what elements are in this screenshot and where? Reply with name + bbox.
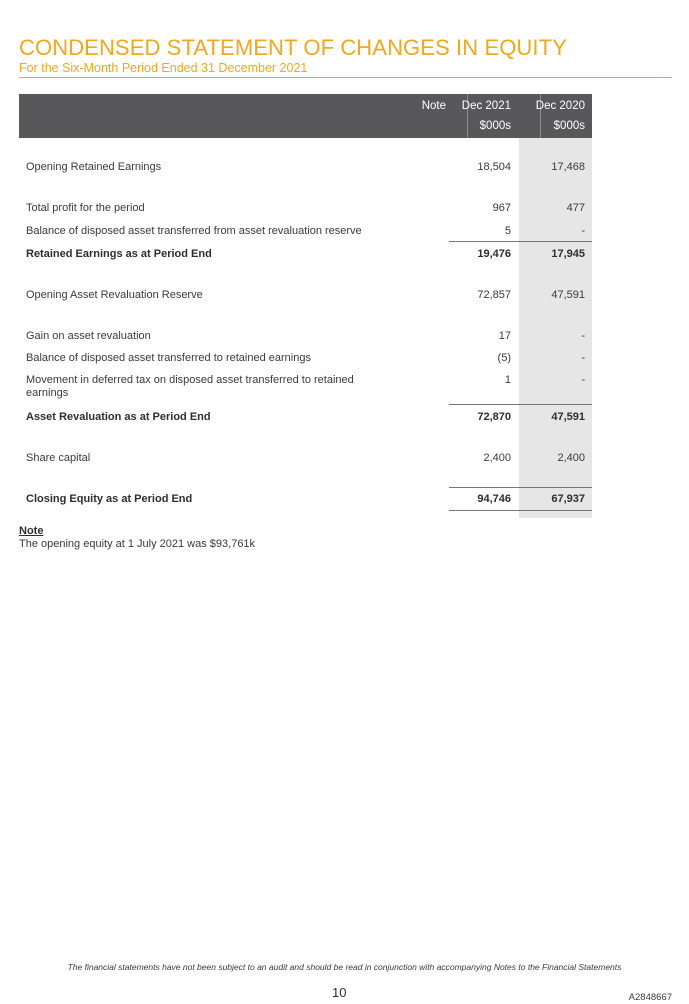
value-dec-2021: 5 — [504, 225, 511, 237]
column-header-dec-2021-unit: $000s — [479, 120, 511, 132]
value-dec-2021: 18,504 — [477, 161, 511, 173]
value-dec-2020: 47,591 — [551, 289, 585, 301]
column-header-dec-2021: Dec 2021 — [461, 100, 511, 112]
page-number: 10 — [332, 985, 347, 1000]
note-text: The opening equity at 1 July 2021 was $93,761k — [19, 538, 256, 550]
equity-table — [19, 94, 592, 518]
value-dec-2020: - — [581, 225, 585, 237]
total-rule — [519, 487, 592, 488]
subtotal-rule — [519, 241, 592, 242]
row-label: Asset Revaluation as at Period End — [26, 411, 211, 423]
row-label: Balance of disposed asset transferred to retained earnings — [26, 352, 311, 364]
row-label: Total profit for the period — [26, 202, 145, 214]
table-body — [19, 138, 592, 518]
document-id: A2848667 — [628, 992, 672, 1003]
row-label: Opening Asset Revaluation Reserve — [26, 289, 203, 301]
footer-disclaimer: The financial statements have not been subject to an audit and should be read in conjunction with accompanying Notes to the Financial Statements — [67, 962, 622, 972]
page-subtitle: For the Six-Month Period Ended 31 December 2021 — [19, 61, 308, 75]
column-header-dec-2020: Dec 2020 — [535, 100, 585, 112]
row-label: Gain on asset revaluation — [26, 330, 151, 342]
value-dec-2021: 94,746 — [477, 493, 511, 505]
value-dec-2020: 477 — [566, 202, 585, 214]
subtotal-rule — [449, 241, 519, 242]
value-dec-2020: 17,945 — [551, 248, 585, 260]
page-title: CONDENSED STATEMENT OF CHANGES IN EQUITY — [19, 35, 567, 60]
column-header-note: Note — [421, 100, 446, 112]
value-dec-2021: 19,476 — [477, 248, 511, 260]
subtotal-rule — [519, 404, 592, 405]
value-dec-2021: 967 — [492, 202, 511, 214]
value-dec-2020: - — [581, 330, 585, 342]
value-dec-2020: 2,400 — [557, 452, 585, 464]
total-double-rule — [519, 510, 592, 511]
value-dec-2020: - — [581, 374, 585, 386]
row-label: Movement in deferred tax on disposed asset transferred to retained earnings — [26, 374, 354, 399]
row-label: Balance of disposed asset transferred from asset revaluation reserve — [26, 225, 362, 237]
value-dec-2021: 72,857 — [477, 289, 511, 301]
value-dec-2020: 67,937 — [551, 493, 585, 505]
column-header-dec-2020-unit: $000s — [553, 120, 585, 132]
value-dec-2021: 1 — [504, 374, 511, 386]
value-dec-2020: 47,591 — [551, 411, 585, 423]
value-dec-2021: 17 — [498, 330, 511, 342]
total-rule — [449, 487, 519, 488]
value-dec-2021: 72,870 — [477, 411, 511, 423]
row-label: Share capital — [26, 452, 91, 464]
total-double-rule — [449, 510, 519, 511]
row-label: Closing Equity as at Period End — [26, 493, 193, 505]
value-dec-2021: 2,400 — [483, 452, 511, 464]
title-underline — [19, 77, 672, 78]
value-dec-2021: (5) — [497, 352, 511, 364]
value-dec-2020: - — [581, 352, 585, 364]
note-heading: Note — [19, 525, 44, 537]
table-header — [19, 94, 592, 138]
row-label: Retained Earnings as at Period End — [26, 248, 212, 260]
row-label: Opening Retained Earnings — [26, 161, 162, 173]
value-dec-2020: 17,468 — [551, 161, 585, 173]
subtotal-rule — [449, 404, 519, 405]
